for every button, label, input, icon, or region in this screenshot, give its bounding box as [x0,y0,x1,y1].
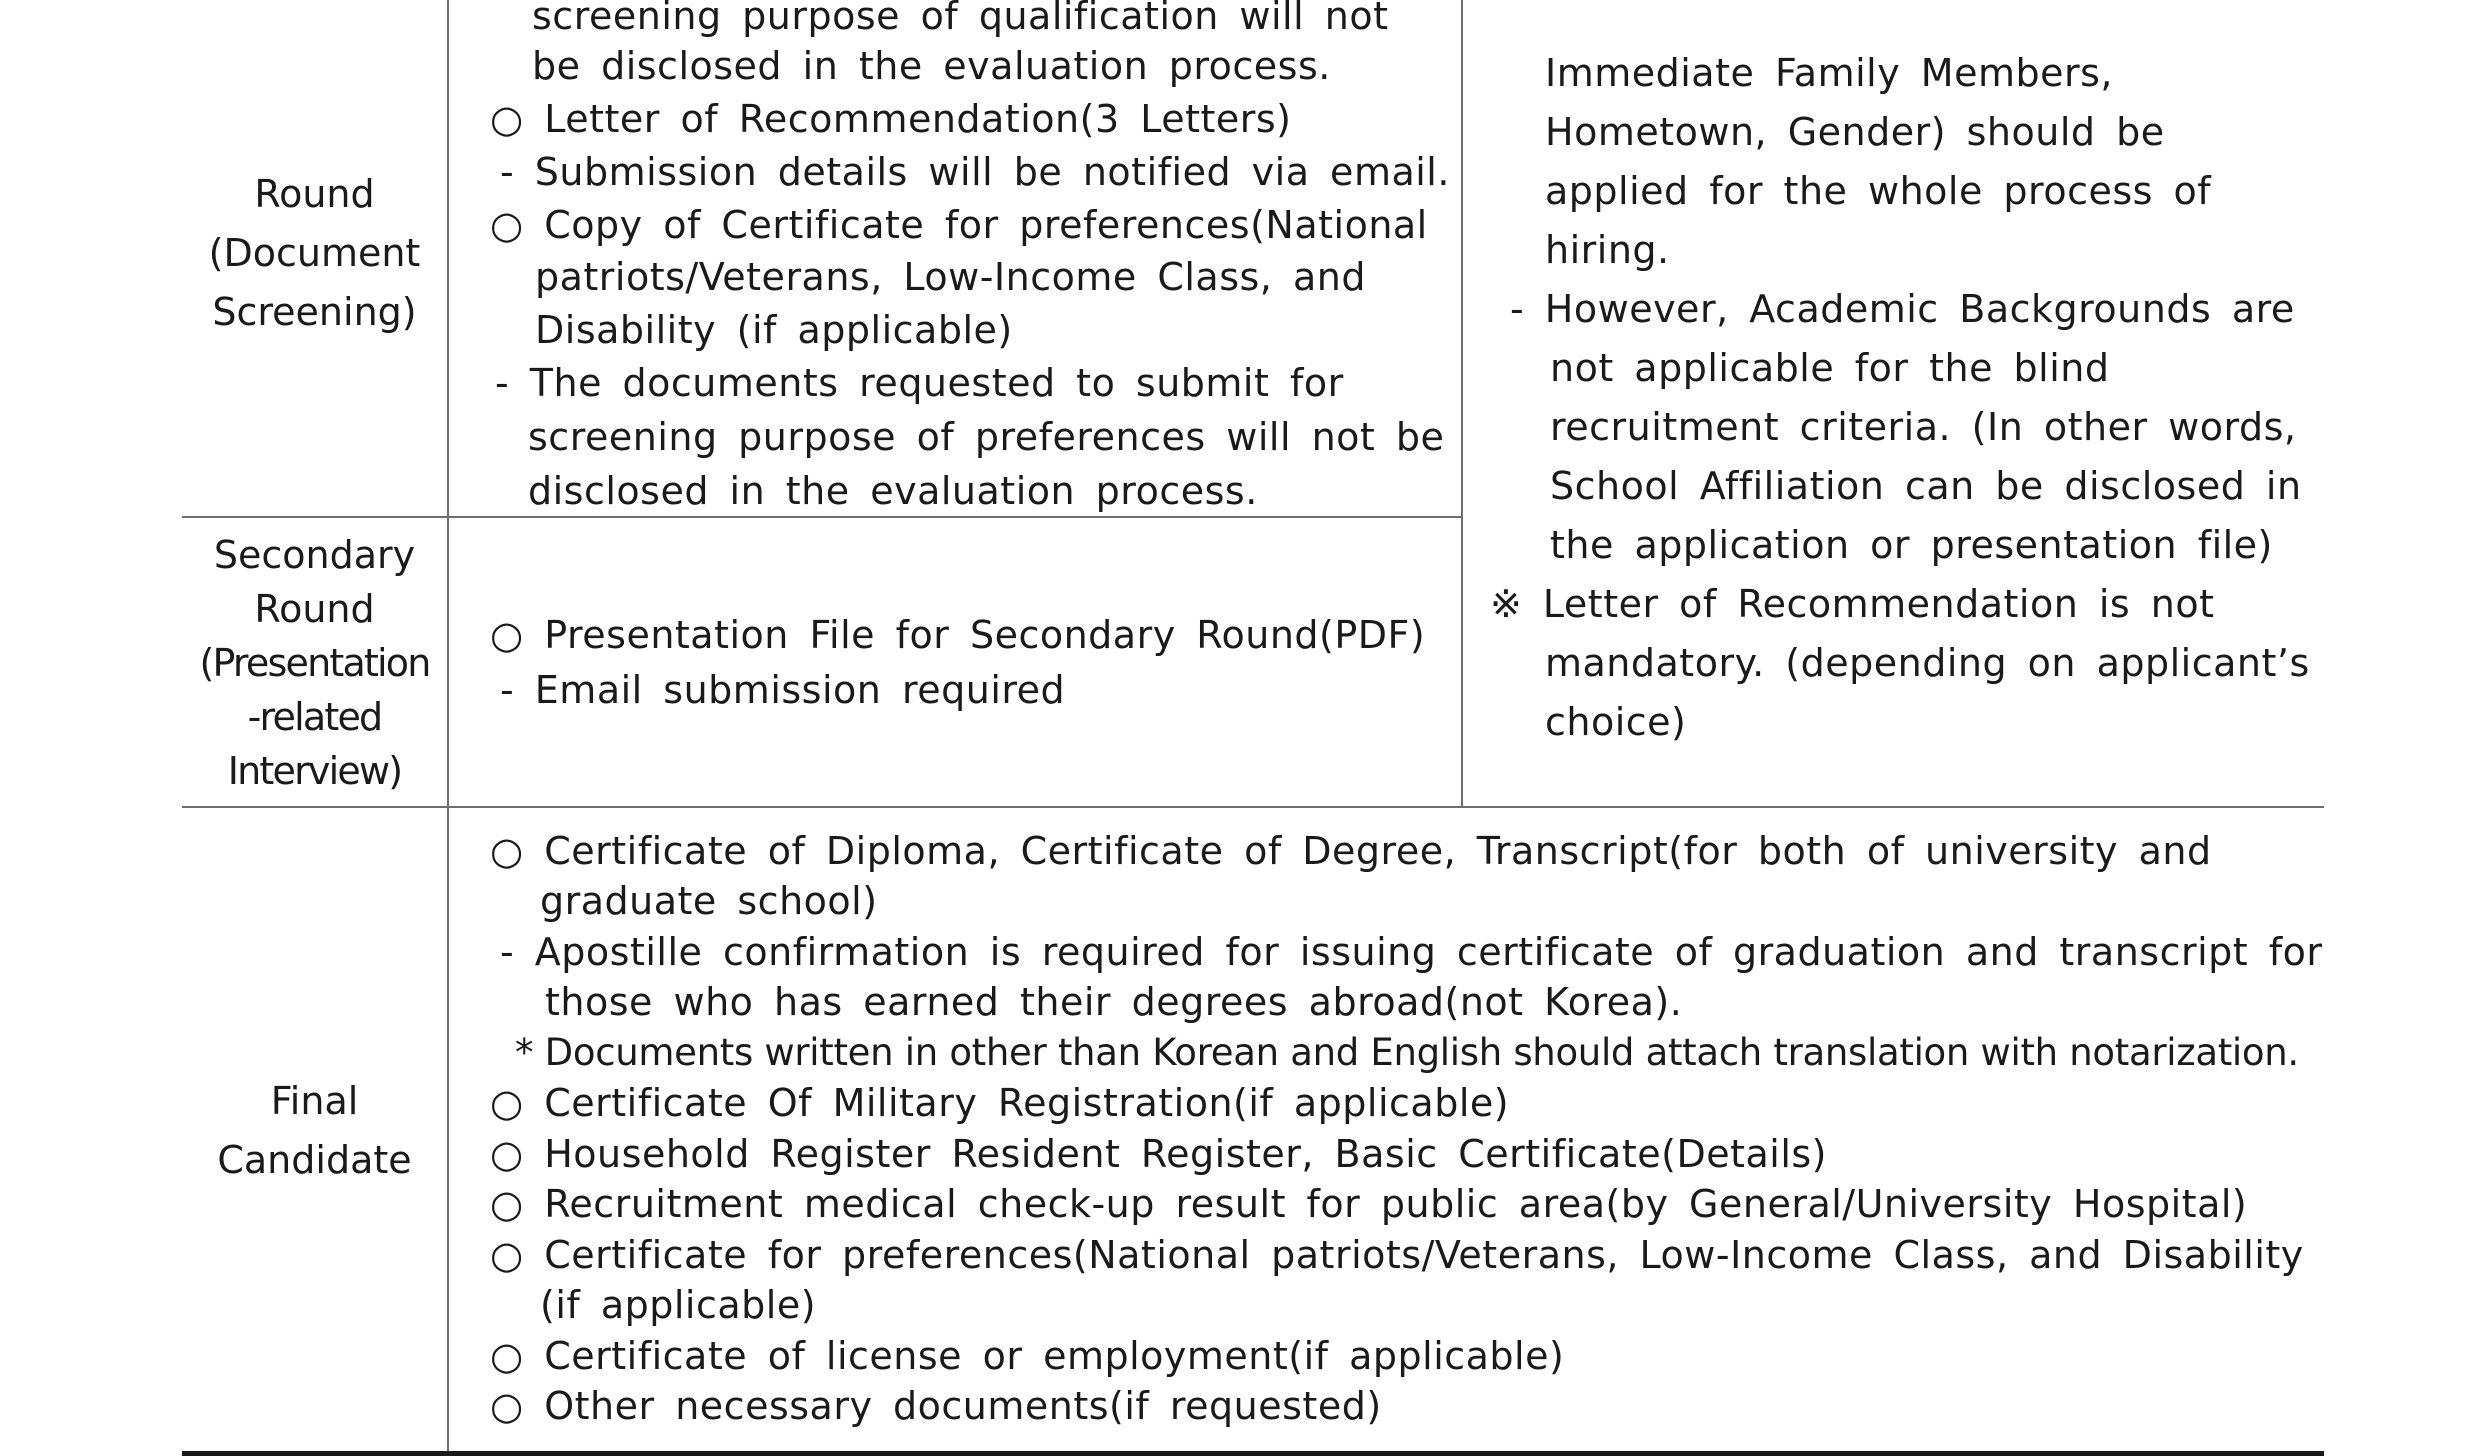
note-line: applied for the whole process of [1545,169,2212,213]
doc-line: ○ Letter of Recommendation(3 Letters) [490,97,1292,141]
doc-line: ○ Copy of Certificate for preferences(National [490,203,1428,247]
note-line: recruitment criteria. (In other words, [1550,405,2297,449]
note-line: ※ Letter of Recommendation is not [1490,582,2215,626]
note-line: Hometown, Gender) should be [1545,110,2165,154]
doc-line: Disability (if applicable) [535,308,1013,352]
doc-line: ○ Certificate of license or employment(if applicable) [490,1334,1565,1378]
doc-line: be disclosed in the evaluation process. [532,44,1331,88]
round-final-label: Final Candidate [217,1079,412,1182]
doc-line: ○ Household Register Resident Register, Basic Certificate(Details) [490,1132,1828,1176]
doc-line: those who has earned their degrees abroad(not Korea). [545,980,1683,1024]
note-line: mandatory. (depending on applicant’s [1545,641,2310,685]
note-line: choice) [1545,700,1687,744]
note-line: the application or presentation file) [1550,523,2273,567]
round-secondary-label: Secondary Round (Presentation -related Interview) [199,533,430,793]
note-line: - However, Academic Backgrounds are [1510,287,2295,331]
round-doc-screening-label: Round (Document Screening) [208,172,421,334]
doc-line: - Submission details will be notified via email. [500,150,1450,194]
doc-line: patriots/Veterans, Low-Income Class, and [535,255,1366,299]
doc-line: - The documents requested to submit for [495,361,1344,405]
doc-line: * Documents written in other than Korean and English should attach translation with notarization. [515,1031,2299,1074]
note-line: School Affiliation can be disclosed in [1550,464,2302,508]
row-divider-doc-secondary [182,516,1463,518]
doc-line: ○ Certificate of Diploma, Certificate of Degree, Transcript(for both of university and [490,829,2212,873]
row-divider-secondary-final [182,806,2324,808]
doc-line: ○ Recruitment medical check-up result for public area(by General/University Hospital) [490,1182,2248,1226]
doc-line: ○ Certificate Of Military Registration(if applicable) [490,1081,1510,1125]
doc-line: graduate school) [540,879,878,923]
doc-line: - Email submission required [500,668,1066,712]
doc-line: ○ Presentation File for Secondary Round(PDF) [490,613,1426,657]
doc-line: ○ Other necessary documents(if requested) [490,1384,1382,1428]
doc-line: (if applicable) [540,1283,817,1327]
col-divider-right [1461,0,1463,808]
doc-line: disclosed in the evaluation process. [528,469,1258,513]
doc-line: screening purpose of qualification will not [532,0,1389,38]
doc-line: ○ Certificate for preferences(National patriots/Veterans, Low-Income Class, and Disability [490,1233,2304,1277]
col-divider-left [447,0,449,1454]
note-line: Immediate Family Members, [1545,51,2113,95]
note-line: hiring. [1545,228,1670,272]
note-line: not applicable for the blind [1550,346,2110,390]
doc-line: screening purpose of preferences will not be [528,415,1445,459]
doc-line: - Apostille confirmation is required for issuing certificate of graduation and transcript for [500,930,2323,974]
